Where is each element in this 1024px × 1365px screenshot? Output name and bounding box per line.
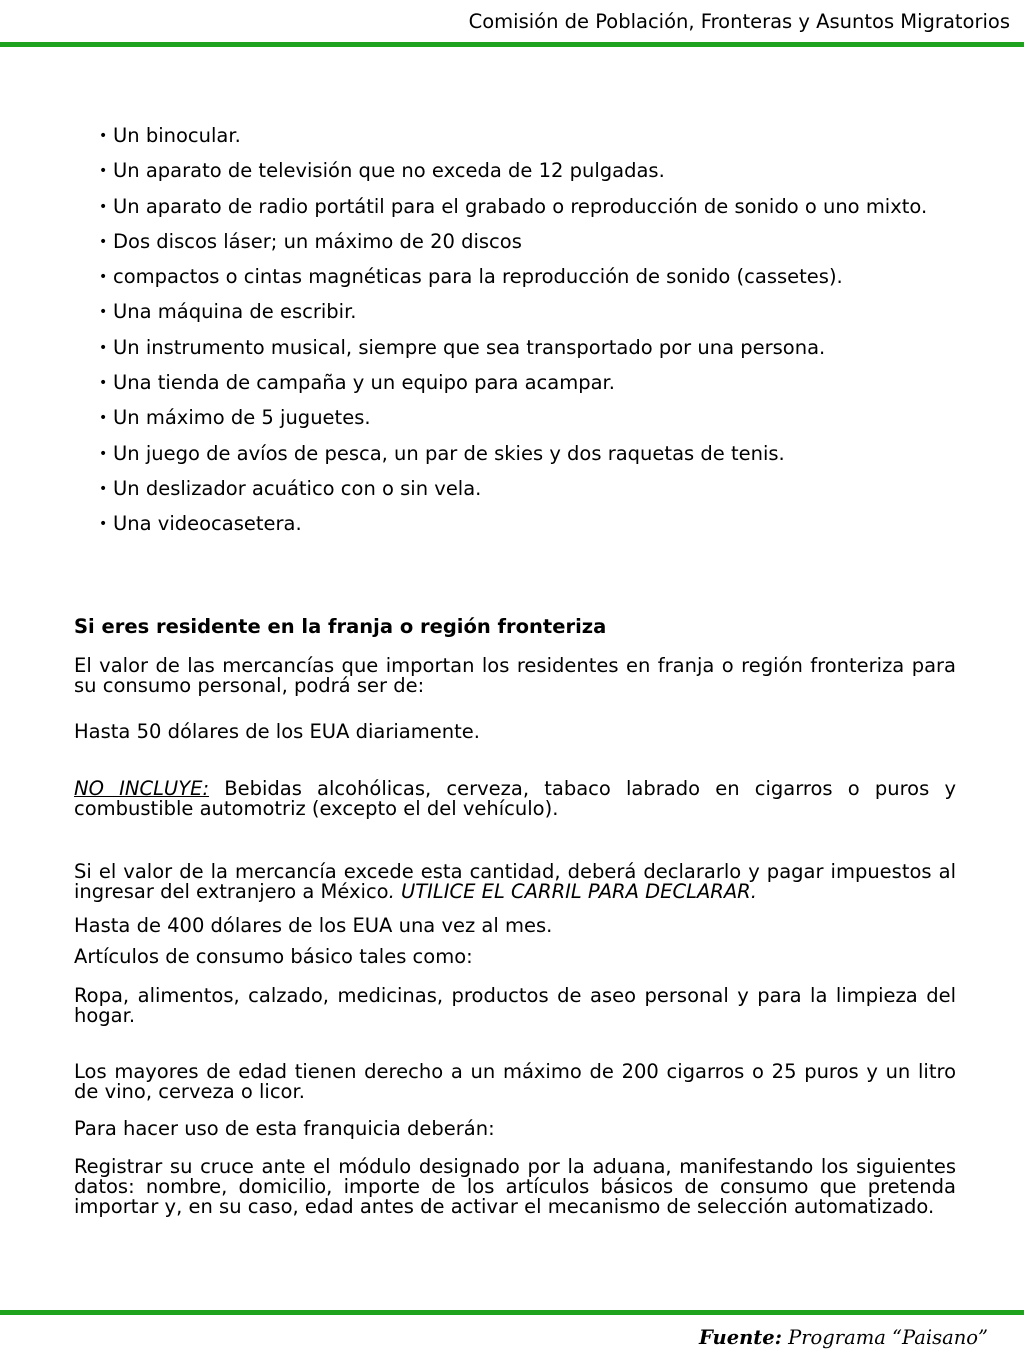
footer-source-name: Programa “Paisano” — [781, 1326, 988, 1349]
section-heading: Si eres residente en la franja o región fronteriza — [74, 615, 607, 638]
bullet-icon: • — [99, 128, 108, 144]
declare-lane-notice: . UTILICE EL CARRIL PARA DECLARAR. — [388, 880, 757, 903]
list-item: • Un juego de avíos de pesca, un par de skies y dos raquetas de tenis. — [99, 436, 979, 471]
list-item: • compactos o cintas magnéticas para la reproducción de sonido (cassetes). — [99, 259, 979, 294]
bullet-icon: • — [99, 198, 108, 215]
bullet-icon: • — [99, 516, 108, 533]
bullet-icon: • — [99, 304, 108, 321]
list-item: • Un máximo de 5 juguetes. — [99, 400, 979, 435]
list-item: • Un aparato de radio portátil para el grabado o reproducción de sonido o uno mixto. — [99, 189, 979, 224]
page-header-title: Comisión de Población, Fronteras y Asuntos Migratorios — [468, 10, 1010, 33]
bullet-icon: • — [99, 163, 108, 180]
paragraph-items-examples: Ropa, alimentos, calzado, medicinas, productos de aseo personal y para la limpieza del hogar. — [74, 984, 956, 1027]
paragraph-declare — [74, 862, 956, 902]
list-item: • Una tienda de campaña y un equipo para acampar. — [99, 365, 979, 400]
list-item: • Dos discos láser; un máximo de 20 discos — [99, 224, 979, 259]
list-item: • Un aparato de televisión que no exceda de 12 pulgadas. — [99, 153, 979, 188]
bullet-icon: • — [99, 445, 108, 462]
paragraph-daily-limit: Hasta 50 dólares de los EUA diariamente. — [74, 720, 480, 743]
list-item: • Una máquina de escribir. — [99, 294, 979, 329]
paragraph-basic-items: Artículos de consumo básico tales como: — [74, 945, 473, 968]
paragraph-monthly-limit: Hasta de 400 dólares de los EUA una vez al mes. — [74, 914, 553, 937]
list-item: • Un binocular. — [99, 118, 979, 153]
paragraph-registration: Registrar su cruce ante el módulo designado por la aduana, manifestando los siguientes datos: nombre, domicilio, importe de los artículos básicos de consumo que pretenda importar y, en su caso, edad antes de activar el mecanismo de selección automatizado. — [74, 1155, 956, 1218]
list-item: • Un deslizador acuático con o sin vela. — [99, 471, 979, 506]
paragraph-requirements-intro: Para hacer uso de esta franquicia deberán: — [74, 1117, 495, 1140]
bullet-icon: • — [99, 410, 108, 427]
paragraph-value-intro: El valor de las mercancías que importan los residentes en franja o región fronteriza para su consumo personal, podrá ser de: — [74, 654, 956, 697]
bullet-icon: • — [99, 480, 108, 497]
declare-text: Si el valor de la mercancía excede esta cantidad, deberá declararlo y pagar impuestos al ingresar del extranjero a México — [74, 860, 956, 903]
bullet-icon: • — [99, 233, 108, 250]
bullet-icon: • — [99, 269, 108, 286]
paragraph-adult-allowance: Los mayores de edad tienen derecho a un máximo de 200 cigarros o 25 puros y un litro de vino, cerveza o licor. — [74, 1060, 956, 1103]
bullet-icon: • — [99, 375, 108, 392]
header-divider — [0, 42, 1024, 47]
allowed-items-list — [99, 118, 979, 542]
exclusions-label: NO INCLUYE: — [74, 777, 210, 800]
footer-source — [699, 1326, 988, 1349]
paragraph-exclusions — [74, 779, 956, 819]
exclusions-text: Bebidas alcohólicas, cerveza, tabaco labrado en cigarros o puros y combustible automotriz (excepto el del vehículo). — [74, 777, 956, 820]
bullet-icon: • — [99, 339, 108, 356]
list-item: • Una videocasetera. — [99, 506, 979, 541]
footer-divider — [0, 1310, 1024, 1315]
list-item: • Un instrumento musical, siempre que sea transportado por una persona. — [99, 330, 979, 365]
footer-label: Fuente: — [699, 1326, 782, 1349]
